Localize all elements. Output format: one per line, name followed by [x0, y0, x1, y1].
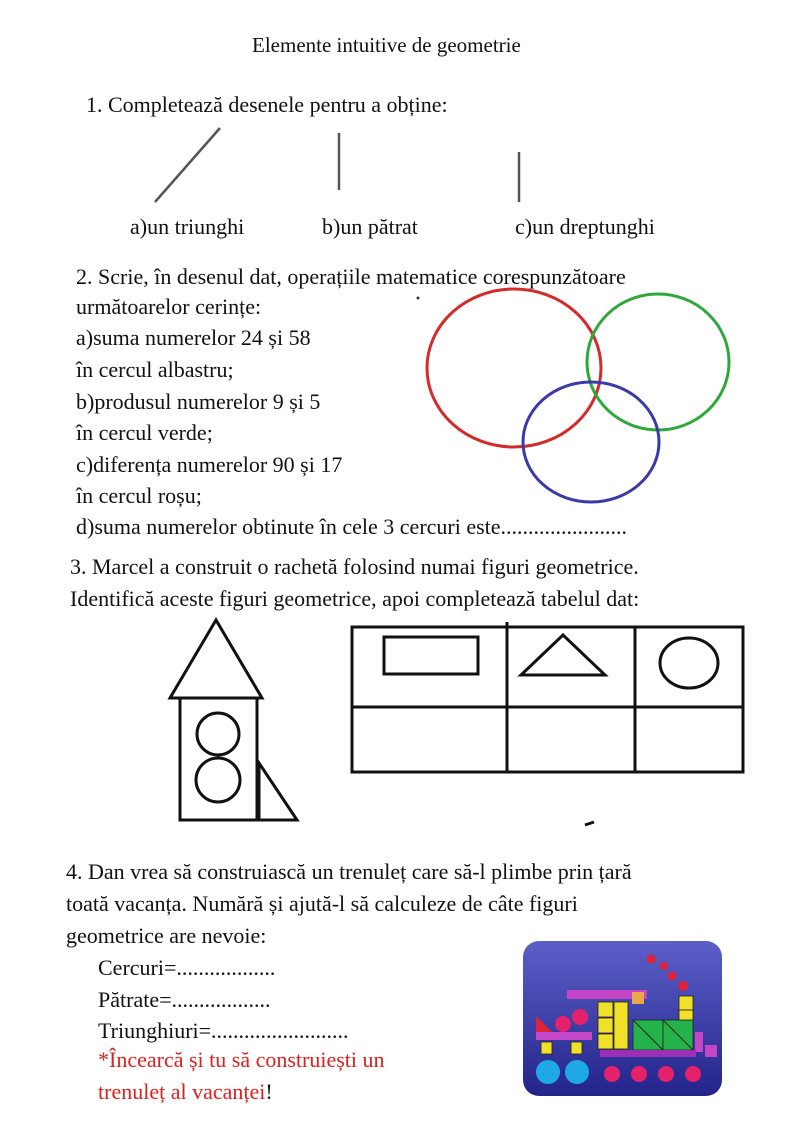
ex4-line3: geometrice are nevoie:	[66, 923, 267, 948]
note-line2-text: trenuleț al vacanței	[98, 1079, 266, 1104]
ex2-item-b: b)produsul numerelor 9 și 5	[76, 389, 321, 414]
ex4-line1: 4. Dan vrea să construiască un trenuleț care să-l plimbe prin țară	[66, 859, 632, 884]
ex4-line2: toată vacanța. Numără și ajută-l să calculeze de câte figuri	[66, 891, 578, 916]
page-title: Elemente intuitive de geometrie	[252, 33, 521, 57]
count-triangles: Triunghiuri=.........................	[98, 1018, 349, 1043]
ex1-option-c: c)un dreptunghi	[515, 214, 655, 239]
ex1-option-a: a)un triunghi	[130, 214, 245, 239]
count-squares: Pătrate=..................	[98, 987, 271, 1012]
ex2-item-c-circle: în cercul roșu;	[76, 483, 202, 508]
ex1-heading: 1. Completează desenele pentru a obține:	[86, 92, 448, 117]
ex2-heading-line1: 2. Scrie, în desenul dat, operațiile matematice corespunzătoare	[76, 264, 626, 289]
ex2-item-c: c)diferența numerelor 90 și 17	[76, 452, 343, 477]
ex1-option-b: b)un pătrat	[322, 214, 418, 239]
note-bang: !	[265, 1079, 273, 1104]
ex2-item-a: a)suma numerelor 24 și 58	[76, 325, 311, 350]
note-line1: *Încearcă și tu să construiești un	[98, 1047, 385, 1072]
ex2-heading-line2: următoarelor cerințe:	[76, 294, 262, 319]
ex2-item-d: d)suma numerelor obtinute în cele 3 cercuri este.......................	[76, 514, 628, 539]
ex3-line2: Identifică aceste figuri geometrice, apoi completează tabelul dat:	[70, 586, 640, 611]
ex2-item-a-circle: în cercul albastru;	[76, 357, 234, 382]
ex3-line1: 3. Marcel a construit o rachetă folosind numai figuri geometrice.	[70, 554, 639, 579]
count-circles: Cercuri=..................	[98, 955, 276, 980]
ex2-item-b-circle: în cercul verde;	[76, 420, 213, 445]
